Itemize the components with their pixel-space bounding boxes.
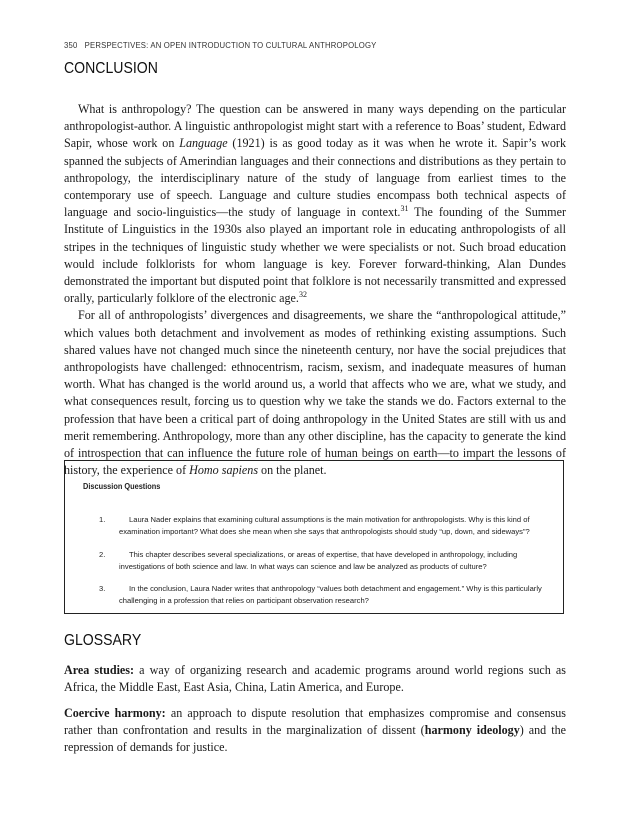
question-text: This chapter describes several specializations, or areas of expertise, that have developed in anthropology, including investigations of both science and law. In what ways can science and law be analyzed as products of culture? bbox=[119, 549, 518, 571]
glossary-definition: a way of organizing research and academic programs around world regions such as Africa, the Middle East, East Asia, China, Latin America, and Europe. bbox=[64, 663, 567, 695]
glossary-entry-area-studies bbox=[64, 662, 566, 696]
footnote-ref-32: 32 bbox=[298, 290, 307, 300]
page-number: 350 bbox=[64, 40, 78, 50]
footnote-ref-31: 31 bbox=[400, 204, 409, 214]
conclusion-paragraph-1: What is anthropology? The question can be answered in many ways depending on the particular anthropologist-author. A linguistic anthropologist might start with a reference to Boas’ student, Edward Sapir, whose work on Language (1921) is as good today as it was when he wrote it. Sapir’s work spanned the subjects of Amerindian languages and their connections and distributions as they pertain to anthropology, the interdisciplinary nature of the study of language from earliest times to the contemporary use of speech. Language and culture studies encompass both technical aspects of language and socio-linguistics—the study of language in context.$^{31}$ The founding of the Summer Institute of Linguistics in the 1930s also played an important role in educating anthropologists of all stripes in the techniques of linguistic study whether we were specialists or not. Such broad education would include folklorists for whom language is key. Forever forward-thinking, Alan Dundes demonstrated the important but disputed point that folklore is not necessarily transmitted and expressed orally, particularly folklore of the electronic age.$^{32}$ bbox=[64, 102, 567, 306]
glossary-entry-coercive-harmony bbox=[64, 705, 566, 757]
glossary-definition-cont: ) and the repression of demands for justice. bbox=[64, 723, 567, 755]
discussion-questions-list bbox=[99, 514, 547, 618]
glossary-definition: an approach to dispute resolution that emphasizes compromise and consensus rather than confrontation and results in the marginalization of dissent ( bbox=[64, 706, 566, 738]
glossary-term: Area studies: bbox=[64, 663, 135, 677]
question-text: In the conclusion, Laura Nader writes that anthropology “values both detachment and engagement.” Why is this particularly challenging in a profession that relies on participant observation research? bbox=[119, 584, 542, 606]
species-name: Homo sapiens bbox=[189, 463, 259, 478]
book-title: Language bbox=[179, 136, 228, 151]
running-header bbox=[64, 40, 376, 50]
question-text: Laura Nader explains that examining cultural assumptions is the main motivation for anthropologists. Why is this kind of examination important? What does she mean when she says that anthropologists should study “up, down, and sideways”? bbox=[119, 515, 530, 537]
question-number: 3. bbox=[99, 584, 106, 594]
discussion-questions-title: Discussion Questions bbox=[83, 481, 161, 491]
discussion-question bbox=[99, 583, 547, 608]
discussion-question bbox=[99, 549, 547, 574]
running-title: PERSPECTIVES: AN OPEN INTRODUCTION TO CULTURAL ANTHROPOLOGY bbox=[84, 40, 377, 50]
glossary-heading: GLOSSARY bbox=[64, 632, 142, 649]
conclusion-paragraph-2: For all of anthropologists’ divergences and disagreements, we share the “anthropological attitude,” which values both detachment and involvement as modes of rethinking existing assumptions. Such shared values have not changed much since the nineteenth century, nor have the social prejudices that anthropologists have challenged: ethnocentrism, racism, sexism, and inadequate measures of human worth. What has changed is the world around us, a world that affects who we are, what we study, and what consequences result, forcing us to question why we take the stands we do. Factors external to the profession that have been a critical part of doing anthropology in the United States are still with us and merit remembering. Anthropology, more than any other discipline, has the capacity to generate the kind of introspection that can influence the future role of human beings on earth—to impart the lessons of history, the experience of Homo sapiens on the planet. bbox=[64, 308, 566, 478]
discussion-questions-box bbox=[64, 460, 564, 614]
glossary-term: Coercive harmony: bbox=[64, 706, 166, 720]
inline-glossary-term: harmony ideology bbox=[424, 723, 520, 738]
discussion-question bbox=[99, 514, 547, 539]
question-number: 1. bbox=[99, 515, 106, 524]
conclusion-heading: CONCLUSION bbox=[64, 60, 158, 77]
conclusion-body bbox=[64, 101, 566, 479]
question-number: 2. bbox=[99, 549, 106, 559]
